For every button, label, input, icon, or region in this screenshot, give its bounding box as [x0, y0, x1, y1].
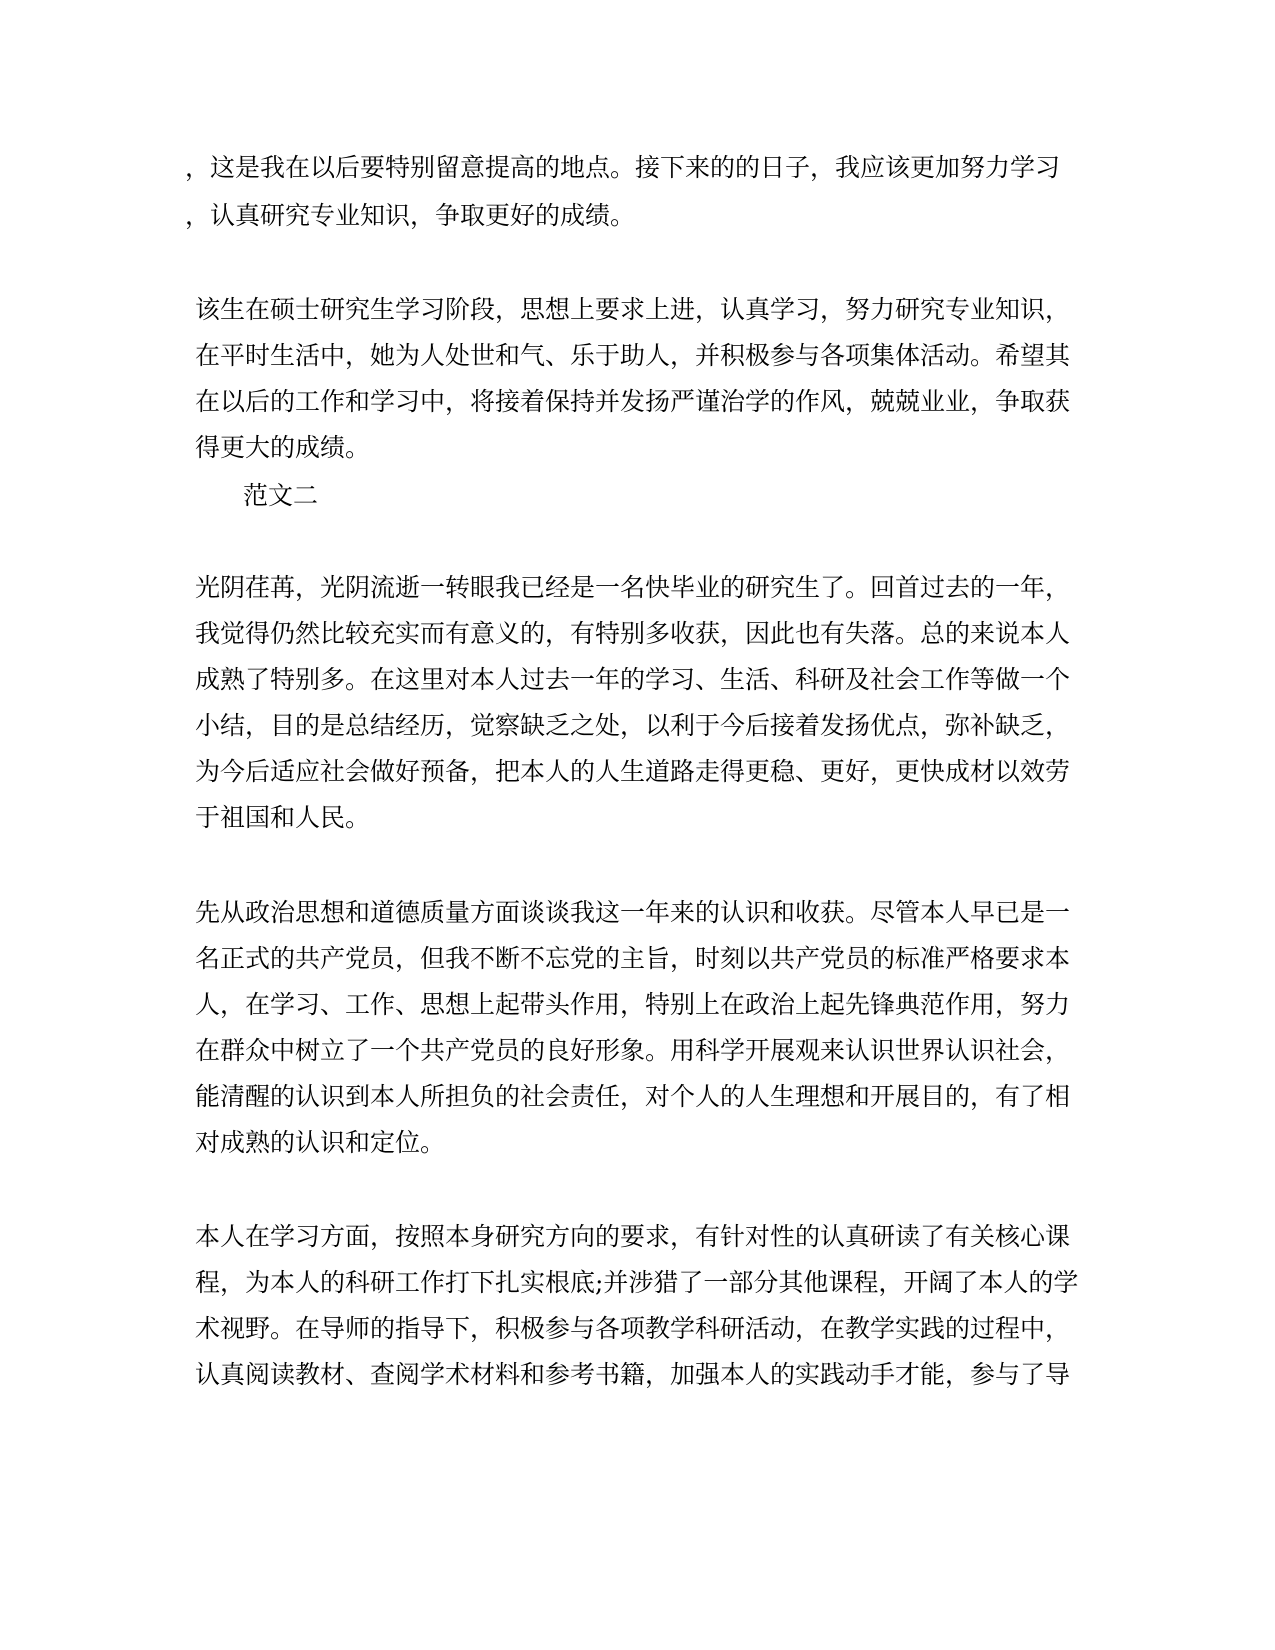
text-line: 于祖国和人民。: [195, 803, 371, 832]
text-line: 该生在硕士研究生学习阶段，思想上要求上进，认真学习，努力研究专业知识，: [195, 295, 1071, 324]
text-line: 我觉得仍然比较充实而有意义的，有特别多收获，因此也有失落。总的来说本人: [195, 619, 1071, 648]
text-line: 在以后的工作和学习中，将接着保持并发扬严谨治学的作风，兢兢业业，争取获: [195, 387, 1071, 416]
text-line: 在群众中树立了一个共产党员的良好形象。用科学开展观来认识世界认识社会，: [195, 1036, 1071, 1065]
text-line: 对成熟的认识和定位。: [195, 1128, 446, 1157]
text-line: 先从政治思想和道德质量方面谈谈我这一年来的认识和收获。尽管本人早已是一: [195, 898, 1071, 927]
text-line: 名正式的共产党员，但我不断不忘党的主旨，时刻以共产党员的标准严格要求本: [195, 944, 1071, 973]
text-line: 认真阅读教材、查阅学术材料和参考书籍，加强本人的实践动手才能，参与了导: [195, 1360, 1071, 1389]
text-line: 在平时生活中，她为人处世和气、乐于助人，并积极参与各项集体活动。希望其: [195, 341, 1071, 370]
text-line: 为今后适应社会做好预备，把本人的人生道路走得更稳、更好，更快成材以效劳: [195, 757, 1071, 786]
text-line: 光阴荏苒，光阴流逝一转眼我已经是一名快毕业的研究生了。回首过去的一年，: [195, 573, 1071, 602]
text-line: 能清醒的认识到本人所担负的社会责任，对个人的人生理想和开展目的，有了相: [195, 1082, 1071, 1111]
section-heading: 范文二: [243, 481, 319, 510]
text-line: ，认真研究专业知识，争取更好的成绩。: [185, 201, 636, 230]
text-line: 术视野。在导师的指导下，积极参与各项教学科研活动，在教学实践的过程中，: [195, 1314, 1071, 1343]
text-line: 本人在学习方面，按照本身研究方向的要求，有针对性的认真研读了有关核心课: [195, 1222, 1071, 1251]
text-line: 小结，目的是总结经历，觉察缺乏之处，以利于今后接着发扬优点，弥补缺乏，: [195, 711, 1071, 740]
text-line: ，这是我在以后要特别留意提高的地点。接下来的的日子，我应该更加努力学习: [185, 153, 1061, 182]
text-line: 人，在学习、工作、思想上起带头作用，特别上在政治上起先锋典范作用，努力: [195, 990, 1071, 1019]
text-line: 成熟了特别多。在这里对本人过去一年的学习、生活、科研及社会工作等做一个: [195, 665, 1071, 694]
text-line: 得更大的成绩。: [195, 433, 371, 462]
text-line: 程，为本人的科研工作打下扎实根底;并涉猎了一部分其他课程，开阔了本人的学: [195, 1268, 1079, 1297]
